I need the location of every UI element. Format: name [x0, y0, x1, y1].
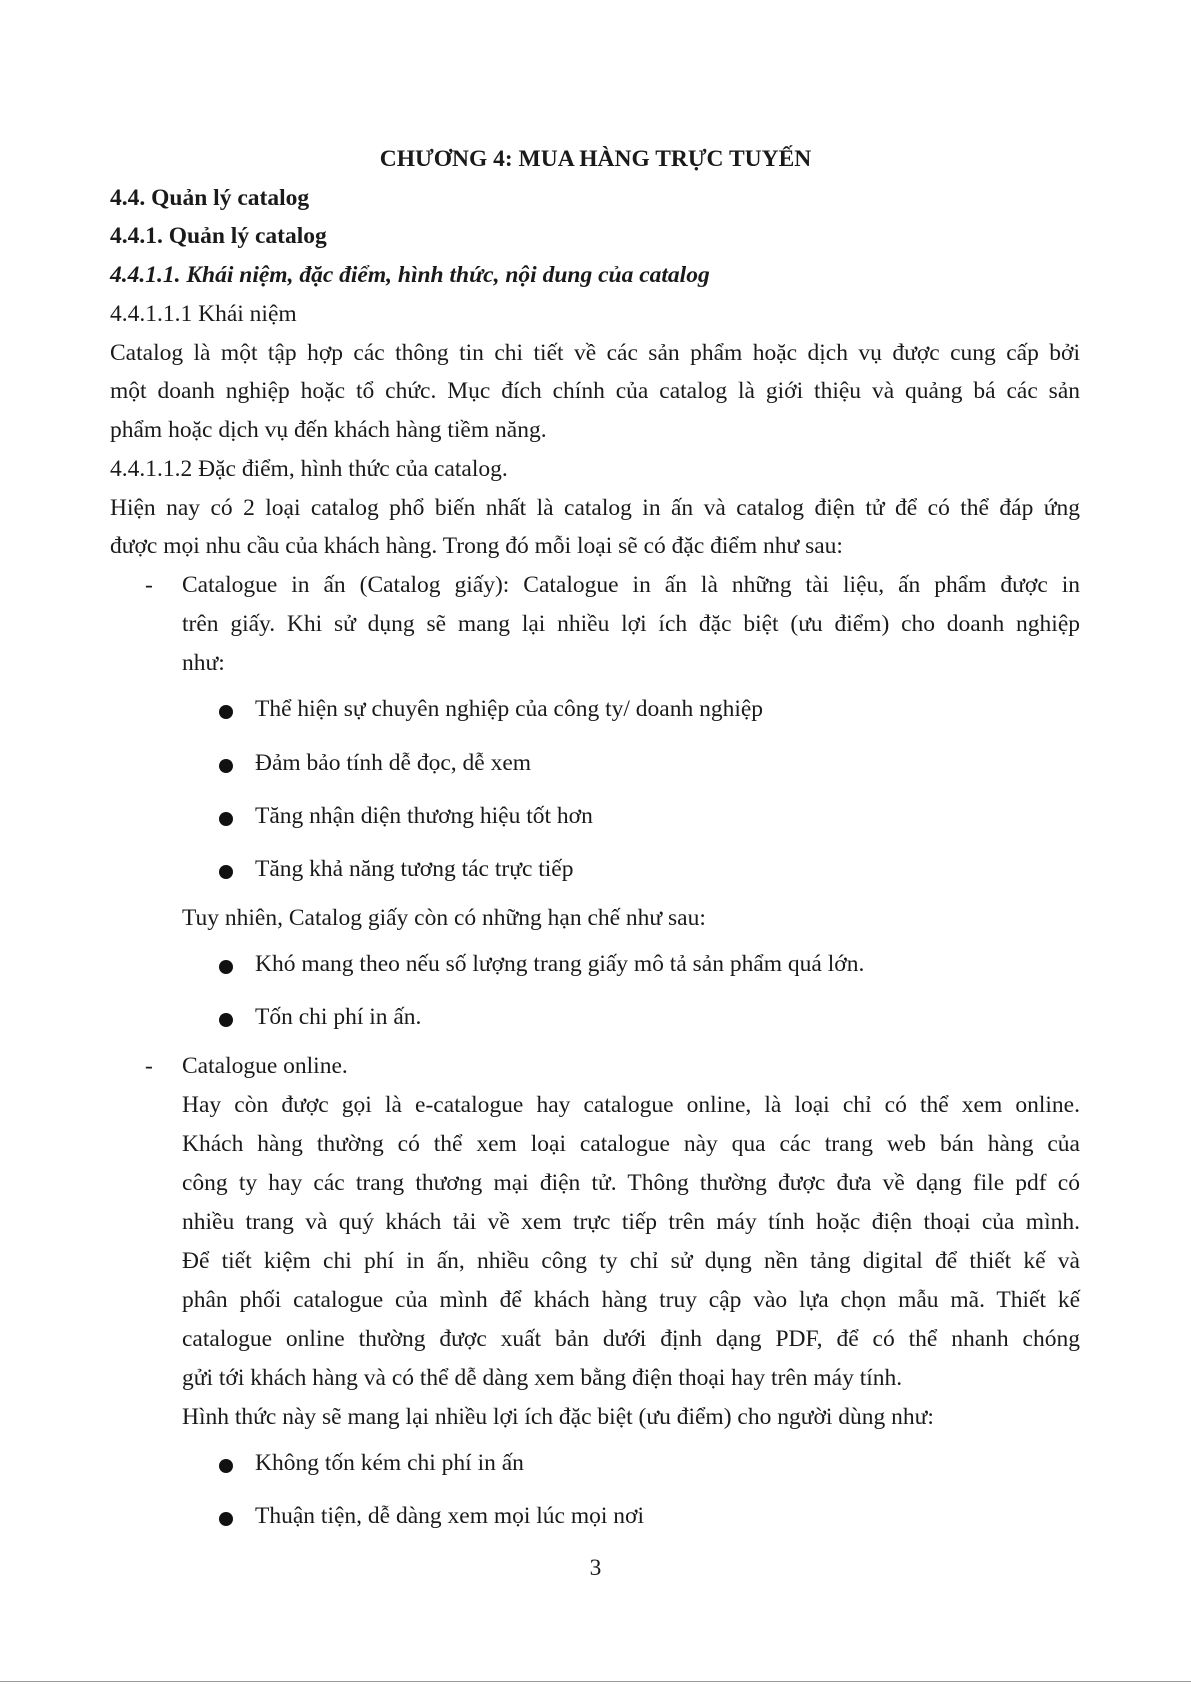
paragraph-line: phân phối catalogue của mình để khách hàng truy cập vào lựa chọn mẫu mã. Thiết kế [182, 1287, 1080, 1313]
subsection-heading: 4.4.1. Quản lý catalog [110, 223, 327, 249]
bullet-dot-icon [219, 1013, 233, 1027]
subheading-concept: 4.4.1.1.1 Khái niệm [110, 301, 297, 327]
paragraph-line: Hay còn được gọi là e-catalogue hay catalogue online, là loại chỉ có thể xem online. [182, 1092, 1080, 1118]
paragraph-line: công ty hay các trang thương mại điện tử. Thông thường được đưa về dạng file pdf có [182, 1170, 1080, 1196]
dash-bullet: - [145, 1053, 153, 1079]
bullet-dot-icon [219, 1512, 233, 1526]
bullet-dot-icon [219, 812, 233, 826]
section-heading: 4.4. Quản lý catalog [110, 185, 310, 211]
paragraph-line: Khách hàng thường có thể xem loại catalogue này qua các trang web bán hàng của [182, 1131, 1080, 1157]
dash-bullet: - [145, 572, 153, 598]
paragraph-line: phẩm hoặc dịch vụ đến khách hàng tiềm năng. [110, 417, 547, 443]
paragraph-line: nhiều trang và quý khách tải về xem trực tiếp trên máy tính hoặc điện thoại của mình. [182, 1209, 1080, 1235]
list-item: Khó mang theo nếu số lượng trang giấy mô tả sản phẩm quá lớn. [255, 951, 865, 977]
online-advantages-intro: Hình thức này sẽ mang lại nhiều lợi ích đặc biệt (ưu điểm) cho người dùng như: [182, 1404, 934, 1430]
paragraph-line: catalogue online thường được xuất bản dưới định dạng PDF, để có thể nhanh chóng [182, 1326, 1080, 1352]
subheading-characteristics: 4.4.1.1.2 Đặc điểm, hình thức của catalog. [110, 456, 508, 482]
bullet-dot-icon [219, 759, 233, 773]
paragraph-line: Hiện nay có 2 loại catalog phổ biến nhất là catalog in ấn và catalog điện tử để có thể đáp ứng [110, 495, 1080, 521]
paragraph-line: gửi tới khách hàng và có thể dễ dàng xem bằng điện thoại hay trên máy tính. [182, 1365, 903, 1391]
bullet-dot-icon [219, 865, 233, 879]
list-item: Đảm bảo tính dễ đọc, dễ xem [255, 750, 532, 776]
print-catalog-line: trên giấy. Khi sử dụng sẽ mang lại nhiều lợi ích đặc biệt (ưu điểm) cho doanh nghiệp [182, 611, 1080, 637]
bullet-dot-icon [219, 705, 233, 719]
list-item: Không tốn kém chi phí in ấn [255, 1450, 524, 1476]
list-item: Tốn chi phí in ấn. [255, 1004, 422, 1030]
print-catalog-line: như: [182, 650, 225, 676]
page-number: 3 [589, 1555, 602, 1581]
list-item: Tăng nhận diện thương hiệu tốt hơn [255, 803, 593, 829]
paragraph-line: Catalog là một tập hợp các thông tin chi tiết về các sản phẩm hoặc dịch vụ được cung cấp bởi [110, 340, 1080, 366]
online-catalog-item: Catalogue online. [182, 1053, 348, 1079]
list-item: Thể hiện sự chuyên nghiệp của công ty/ doanh nghiệp [255, 696, 764, 722]
bullet-dot-icon [219, 960, 233, 974]
list-item: Thuận tiện, dễ dàng xem mọi lúc mọi nơi [255, 1503, 645, 1529]
bullet-dot-icon [219, 1459, 233, 1473]
subsubsection-heading: 4.4.1.1. Khái niệm, đặc điểm, hình thức, nội dung của catalog [110, 262, 710, 288]
chapter-title: CHƯƠNG 4: MUA HÀNG TRỰC TUYẾN [379, 146, 812, 172]
print-catalog-line: Catalogue in ấn (Catalog giấy): Catalogue in ấn là những tài liệu, ấn phẩm được in [182, 572, 1080, 598]
limitations-intro: Tuy nhiên, Catalog giấy còn có những hạn chế như sau: [182, 905, 706, 931]
paragraph-line: Để tiết kiệm chi phí in ấn, nhiều công ty chỉ sử dụng nền tảng digital để thiết kế và [182, 1248, 1080, 1274]
bottom-rule [0, 1681, 1191, 1682]
list-item: Tăng khả năng tương tác trực tiếp [255, 856, 574, 882]
paragraph-line: được mọi nhu cầu của khách hàng. Trong đó mỗi loại sẽ có đặc điểm như sau: [110, 533, 843, 559]
paragraph-line: một doanh nghiệp hoặc tổ chức. Mục đích chính của catalog là giới thiệu và quảng bá các sản [110, 378, 1080, 404]
